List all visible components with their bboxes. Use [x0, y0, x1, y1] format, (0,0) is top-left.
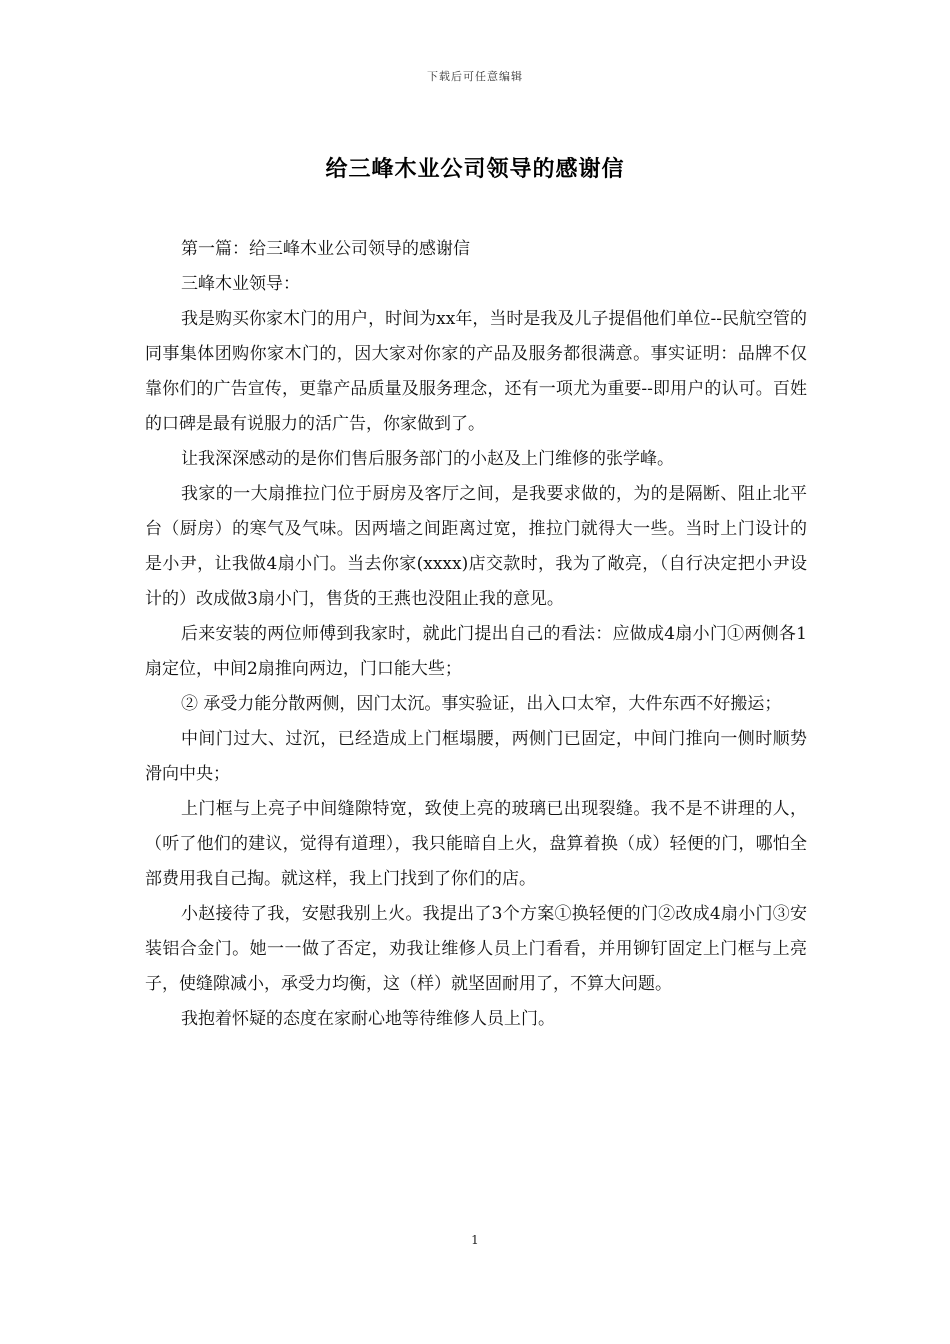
salutation: 三峰木业领导：	[181, 274, 300, 294]
letter-body	[145, 232, 807, 1037]
body-paragraph: 我是购买你家木门的用户，时间为xx年，当时是我及儿子提倡他们单位--民航空管的同事集体团购你家木门的，因大家对你家的产品及服务都很满意。事实证明：品牌不仅靠你们的广告宣传，更靠产品质量及服务理念，还有一项尤为重要--即用户的认可。百姓的口碑是最有说服力的活广告，你家做到了。	[145, 309, 807, 434]
body-paragraph: ② 承受力能分散两侧，因门太沉。事实验证，出入口太窄，大件东西不好搬运；	[181, 694, 782, 714]
section-heading: 第一篇：给三峰木业公司领导的感谢信	[181, 239, 470, 259]
body-paragraph: 中间门过大、过沉，已经造成上门框塌腰，两侧门已固定，中间门推向一侧时顺势滑向中央；	[145, 729, 807, 784]
page-number: 1	[471, 1233, 479, 1247]
body-paragraph: 上门框与上亮子中间缝隙特宽，致使上亮的玻璃已出现裂缝。我不是不讲理的人，（听了他们的建议，觉得有道理），我只能暗自上火，盘算着换（成）轻便的门，哪怕全部费用我自己掏。就这样，我上门找到了你们的店。	[145, 799, 807, 889]
header-note: 下载后可任意编辑	[427, 70, 523, 83]
body-paragraph: 让我深深感动的是你们售后服务部门的小赵及上门维修的张学峰。	[181, 449, 674, 469]
body-paragraph: 小赵接待了我，安慰我别上火。我提出了3个方案①换轻便的门②改成4扇小门③安装铝合金门。她一一做了否定，劝我让维修人员上门看看，并用铆钉固定上门框与上亮子，使缝隙减小，承受力均衡，这（样）就坚固耐用了，不算大问题。	[145, 904, 807, 994]
document-title: 给三峰木业公司领导的感谢信	[325, 156, 625, 182]
body-paragraph: 后来安装的两位师傅到我家时，就此门提出自己的看法：应做成4扇小门①两侧各1扇定位，中间2扇推向两边，门口能大些；	[145, 624, 807, 679]
body-paragraph: 我家的一大扇推拉门位于厨房及客厅之间，是我要求做的，为的是隔断、阻止北平台（厨房）的寒气及气味。因两墙之间距离过宽，推拉门就得大一些。当时上门设计的是小尹，让我做4扇小门。当去你家(xxxx)店交款时，我为了敞亮，（自行决定把小尹设计的）改成做3扇小门，售货的王燕也没阻止我的意见。	[145, 484, 807, 609]
body-paragraph: 我抱着怀疑的态度在家耐心地等待维修人员上门。	[181, 1009, 555, 1029]
